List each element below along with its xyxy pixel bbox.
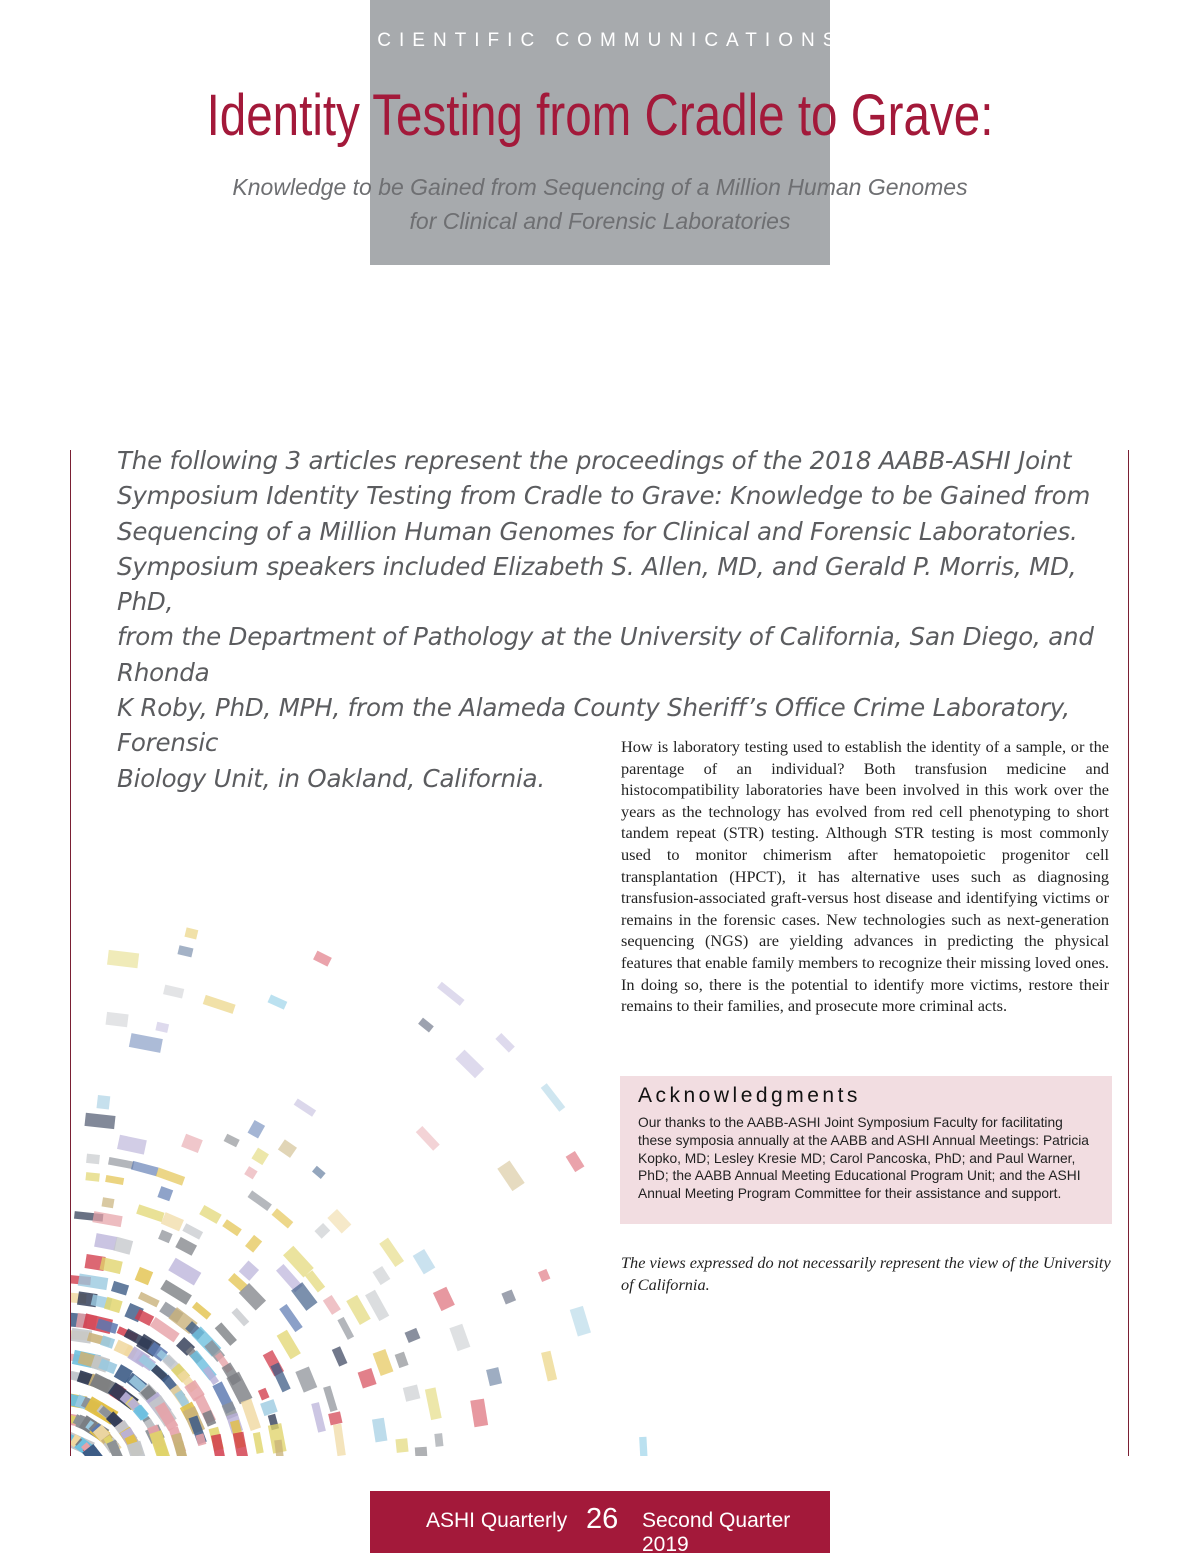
sequence-block bbox=[136, 1204, 164, 1222]
sequence-block bbox=[158, 1230, 173, 1244]
sequence-block bbox=[160, 1280, 192, 1305]
sequence-block bbox=[449, 1324, 470, 1352]
sequence-block bbox=[279, 1304, 303, 1332]
sequence-block bbox=[129, 1033, 163, 1053]
sequence-block bbox=[199, 1205, 221, 1224]
sequence-block bbox=[395, 1438, 408, 1453]
sequence-block bbox=[405, 1328, 421, 1343]
footer-issue: Second Quarter 2019 bbox=[642, 1509, 791, 1556]
sequence-block bbox=[195, 1433, 206, 1446]
acknowledgments-box bbox=[620, 1076, 1112, 1224]
sequence-block bbox=[248, 1190, 272, 1211]
sequence-block bbox=[570, 1306, 591, 1337]
sequence-block bbox=[241, 1399, 261, 1431]
sequence-block bbox=[168, 1258, 201, 1286]
sequence-block bbox=[107, 950, 139, 968]
sequence-block bbox=[97, 1095, 111, 1109]
sequence-block bbox=[233, 1432, 249, 1456]
sequence-block bbox=[277, 1330, 301, 1360]
subtitle-line: Knowledge to be Gained from Sequencing of a Million Human Genomes bbox=[232, 174, 968, 200]
sequence-block bbox=[251, 1148, 269, 1165]
sequence-block bbox=[501, 1289, 516, 1304]
footer-page-number: 26 bbox=[586, 1503, 619, 1535]
sequence-block bbox=[222, 1219, 242, 1236]
sequence-block bbox=[541, 1083, 566, 1111]
sequence-block bbox=[231, 1308, 249, 1327]
sequence-block bbox=[215, 1322, 237, 1345]
sequence-block bbox=[244, 1166, 257, 1179]
footer-journal: ASHI Quarterly bbox=[426, 1509, 568, 1532]
sequence-block bbox=[413, 1249, 436, 1274]
sequence-block bbox=[425, 1387, 442, 1420]
page-subtitle bbox=[0, 170, 1200, 238]
dna-sequence-illustration bbox=[71, 660, 691, 1456]
sequence-block bbox=[92, 1211, 122, 1227]
sequence-block bbox=[313, 951, 332, 967]
sequence-block bbox=[181, 1134, 203, 1153]
sequence-block bbox=[78, 1273, 109, 1290]
sequence-block bbox=[85, 1172, 99, 1182]
sequence-block bbox=[566, 1151, 585, 1172]
sequence-block bbox=[245, 1235, 262, 1253]
page-footer bbox=[370, 1491, 830, 1556]
sequence-block bbox=[101, 1197, 114, 1208]
sequence-block bbox=[94, 1233, 117, 1250]
intro-line: The following 3 articles represent the proceedings of the 2018 AABB-ASHI Joint bbox=[117, 446, 1072, 475]
sequence-block bbox=[455, 1050, 484, 1079]
sequence-block bbox=[270, 1363, 290, 1393]
sequence-block bbox=[541, 1351, 557, 1382]
sequence-block bbox=[131, 1161, 159, 1176]
sequence-block bbox=[294, 1098, 316, 1116]
section-label: SCIENTIFIC COMMUNICATIONS bbox=[356, 30, 844, 51]
sequence-block bbox=[403, 1385, 421, 1402]
frame-rule-right bbox=[1128, 450, 1129, 1456]
sequence-block bbox=[311, 1402, 326, 1433]
sequence-block bbox=[433, 1287, 455, 1311]
sequence-block bbox=[415, 1447, 428, 1456]
intro-line: Symposium speakers included Elizabeth S. Allen, MD, and Gerald P. Morris, MD, PhD, bbox=[117, 551, 1077, 617]
sequence-block bbox=[268, 994, 288, 1009]
sequence-block bbox=[258, 1388, 270, 1401]
sequence-block bbox=[184, 927, 198, 939]
sequence-block bbox=[155, 1022, 169, 1033]
sequence-block bbox=[395, 1352, 409, 1369]
sequence-block bbox=[323, 1295, 341, 1315]
sequence-block bbox=[305, 1270, 325, 1292]
intro-line: Sequencing of a Million Human Genomes for Clinical and Forensic Laboratories. bbox=[117, 516, 1078, 546]
subtitle-line: for Clinical and Forensic Laboratories bbox=[409, 208, 791, 234]
sequence-block bbox=[358, 1368, 377, 1388]
sequence-block bbox=[157, 1186, 173, 1201]
sequence-block bbox=[418, 1018, 434, 1033]
intro-line: K Roby, PhD, MPH, from the Alameda County Sheriff’s Office Crime Laboratory, Forensic bbox=[117, 693, 1070, 758]
intro-line: Symposium Identity Testing from Cradle to Grave: Knowledge to be Gained from bbox=[117, 481, 1091, 511]
sequence-block bbox=[346, 1295, 371, 1325]
sequence-block bbox=[177, 945, 193, 957]
sequence-block bbox=[323, 1386, 337, 1412]
sequence-block bbox=[161, 1212, 184, 1231]
intro-line: Biology Unit, in Oakland, California. bbox=[117, 763, 545, 793]
sequence-block bbox=[253, 1432, 264, 1454]
sequence-block bbox=[372, 1266, 390, 1285]
sequence-block bbox=[84, 1113, 115, 1129]
sequence-block bbox=[156, 1168, 185, 1186]
sequence-block bbox=[192, 1302, 211, 1320]
sequence-block bbox=[138, 1292, 160, 1308]
sequence-block bbox=[337, 1317, 354, 1340]
acknowledgments-heading: Acknowledgments bbox=[638, 1084, 861, 1107]
sequence-block bbox=[327, 1209, 351, 1233]
sequence-block bbox=[224, 1134, 240, 1148]
sequence-block bbox=[416, 1126, 440, 1151]
sequence-block bbox=[106, 1012, 129, 1027]
sequence-block bbox=[260, 1399, 278, 1416]
sequence-block bbox=[312, 1166, 326, 1179]
sequence-block bbox=[135, 1267, 154, 1285]
sequence-block bbox=[332, 1346, 348, 1366]
sequence-block bbox=[86, 1154, 100, 1165]
sequence-block bbox=[111, 1281, 129, 1296]
sequence-block bbox=[333, 1424, 346, 1456]
sequence-block bbox=[163, 985, 184, 999]
sequence-block bbox=[497, 1160, 524, 1191]
sequence-block bbox=[278, 1139, 297, 1157]
sequence-block bbox=[434, 1433, 443, 1447]
sequence-block bbox=[175, 1237, 197, 1256]
sequence-block bbox=[437, 982, 465, 1006]
sequence-block bbox=[239, 1261, 259, 1281]
sequence-block bbox=[211, 1434, 226, 1456]
sequence-block bbox=[272, 1208, 294, 1228]
intro-line: from the Department of Pathology at the University of California, San Diego, and Rhonda bbox=[117, 622, 1094, 687]
page-title: Identity Testing from Cradle to Grave: bbox=[206, 83, 994, 148]
sequence-block bbox=[372, 1418, 387, 1443]
sequence-block bbox=[99, 1257, 122, 1274]
sequence-block bbox=[639, 1437, 648, 1456]
sequence-block bbox=[203, 995, 236, 1014]
sequence-block bbox=[538, 1269, 550, 1282]
sequence-block bbox=[314, 1223, 330, 1239]
sequence-block bbox=[486, 1367, 502, 1386]
sequence-block bbox=[113, 1237, 133, 1255]
body-paragraph: How is laboratory testing used to establish the identity of a sample, or the parentage of an individual? Both transfusion medicine and histocompatibility laboratories have been involved in this work over the years as the technology has evolved from red cell phenotyping to short tandem repeat (STR) testing. Although STR testing is most commonly used to monitor chimerism after hematopoietic progenitor cell transplantation (HPCT), it has alternative uses such as diagnosing transfusion-associated graft-versus host disease and identifying victims or remains in the forensic cases. New technologies such as next-generation sequencing (NGS) are yielding advances in predicting the physical features that enable family members to recognize their missing loved ones. In doing so, there is the potential to identify more victims, restore their remains to their families, and prosecute more criminal acts. bbox=[621, 737, 1109, 1016]
sequence-block bbox=[328, 1411, 342, 1425]
sequence-block bbox=[248, 1120, 266, 1139]
sequence-block bbox=[495, 1033, 514, 1053]
sequence-block bbox=[373, 1349, 394, 1376]
sequence-block bbox=[117, 1135, 147, 1155]
sequence-block bbox=[182, 1223, 203, 1239]
sequence-block bbox=[470, 1399, 488, 1428]
sequence-block bbox=[295, 1366, 317, 1392]
sequence-block bbox=[379, 1238, 404, 1267]
sequence-block bbox=[108, 1157, 134, 1169]
sequence-block bbox=[105, 1175, 124, 1185]
acknowledgments-text: Our thanks to the AABB-ASHI Joint Symposium Faculty for facilitating these symposia annually at the AABB and ASHI Annual Meetings: Patricia Kopko, MD; Lesley Kresie MD; Carol Pancoska, PhD; and Paul Warner, PhD; the AABB Annual Meeting Educational Program Unit; and the ASHI Annual Meeting Program Committee for their assistance and support. bbox=[638, 1115, 1089, 1202]
disclaimer-text: The views expressed do not necessarily represent the view of the University of California. bbox=[621, 1253, 1111, 1294]
sequence-block bbox=[104, 1297, 123, 1313]
